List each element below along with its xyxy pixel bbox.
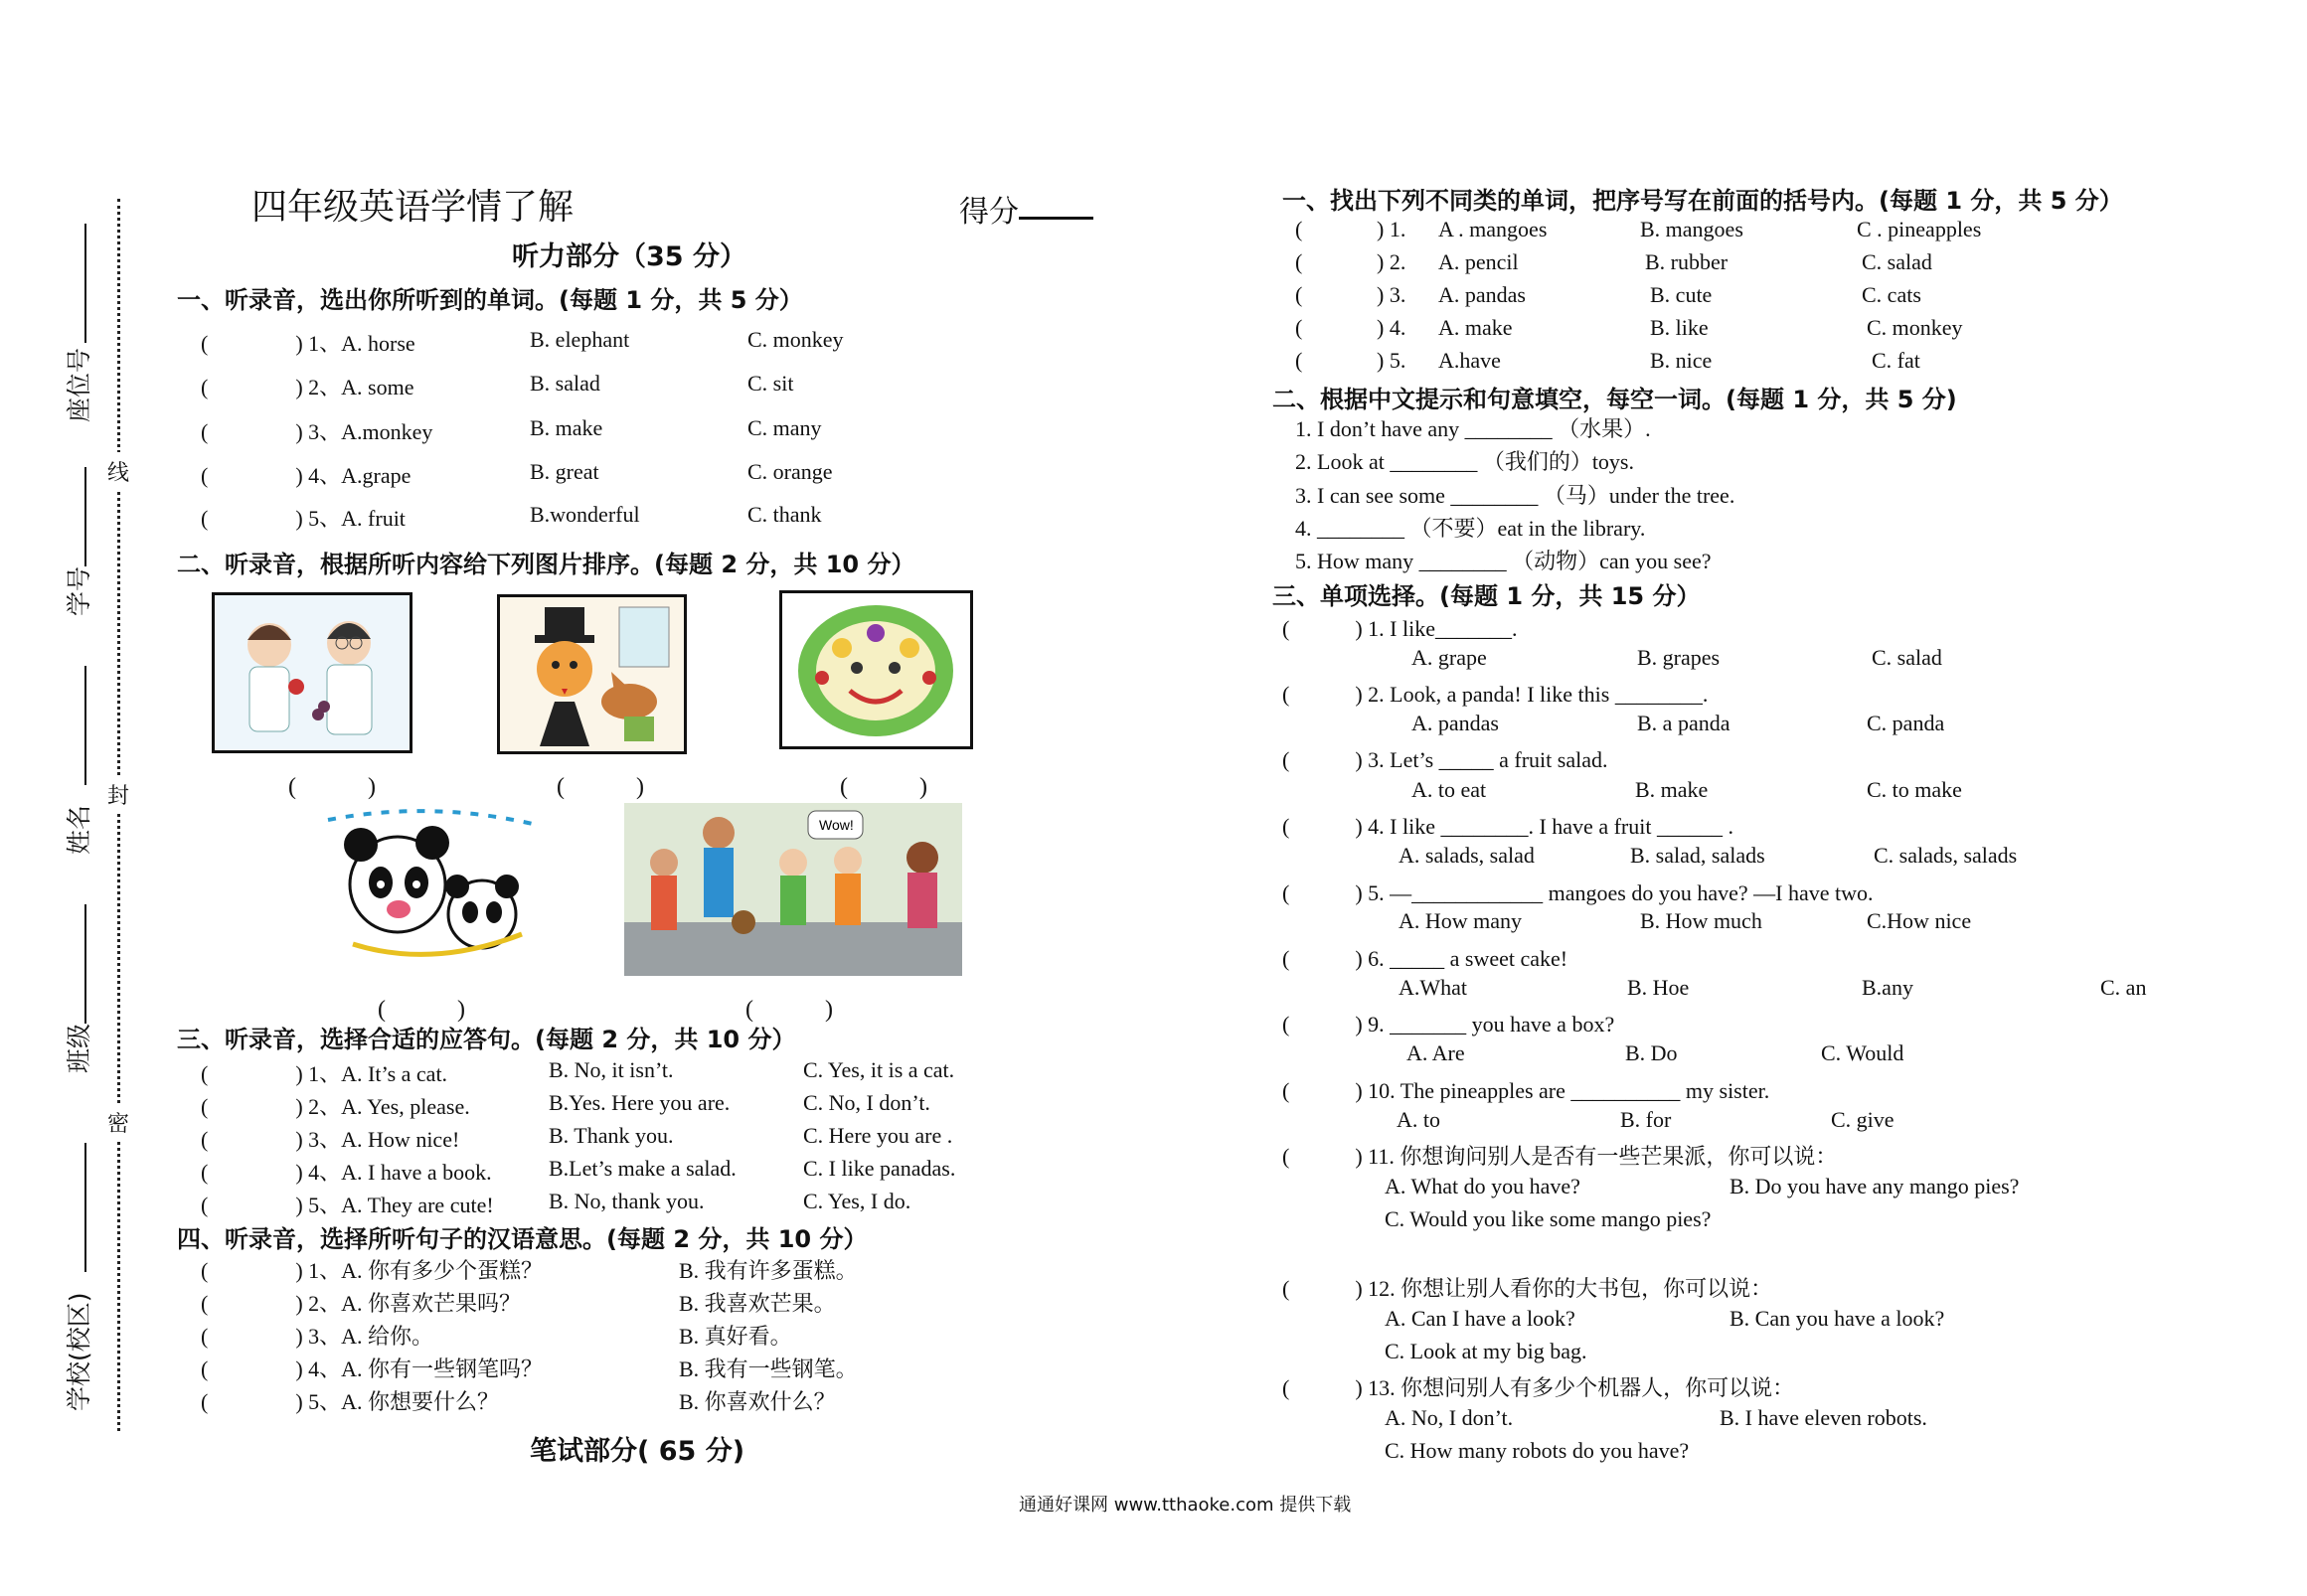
score-blank[interactable] bbox=[1019, 217, 1093, 220]
question-stem: ( ) 2. Look, a panda! I like this ________. bbox=[1282, 682, 1709, 707]
option-b: B. rubber bbox=[1645, 249, 1729, 274]
name-line bbox=[84, 666, 86, 785]
footer-credit[interactable]: 通通好课网 www.tthaoke.com 提供下载 bbox=[1019, 1495, 1352, 1516]
option-b: B. Can you have a look? bbox=[1730, 1306, 1945, 1331]
option-b: B.wonderful bbox=[530, 502, 640, 527]
wow-bubble-text: Wow! bbox=[819, 817, 854, 833]
option-b: B. elephant bbox=[530, 327, 630, 352]
option-b: B. make bbox=[530, 415, 603, 440]
option-a: A. No, I don’t. bbox=[1385, 1405, 1514, 1430]
option-c: C.How nice bbox=[1867, 908, 1972, 933]
listening-part-title: 听力部分（35 分） bbox=[512, 241, 746, 272]
writing-part-title: 笔试部分( 65 分) bbox=[530, 1436, 745, 1467]
question-stem: ( ) 6. _____ a sweet cake! bbox=[1282, 946, 1568, 971]
seat-line bbox=[84, 224, 86, 343]
class-label: 班级 bbox=[65, 1023, 93, 1073]
option-a: A. make bbox=[1438, 315, 1513, 340]
right-sec2-title: 二、根据中文提示和句意填空，每空一词。(每题 1 分，共 5 分) bbox=[1272, 386, 1957, 413]
question-number: ( ) 1、A. 你有多少个蛋糕？ bbox=[201, 1258, 544, 1283]
option-c: C. Yes, it is a cat. bbox=[803, 1057, 955, 1082]
question-number: ) 5. bbox=[1377, 348, 1406, 373]
option-b: B. How much bbox=[1640, 908, 1762, 933]
option-a: A. pandas bbox=[1411, 711, 1499, 735]
seal-seal-char: 封 bbox=[107, 775, 129, 814]
option-c: C. salad bbox=[1872, 645, 1942, 670]
option-b: B. like bbox=[1650, 315, 1709, 340]
option-c: C. monkey bbox=[747, 327, 844, 352]
question-number: ( ) 4、A.grape bbox=[201, 463, 412, 488]
option-b: B. 我有一些钢笔。 bbox=[679, 1357, 858, 1381]
school-line bbox=[84, 1143, 86, 1272]
question-number: ( ) 2、A. Yes, please. bbox=[201, 1094, 470, 1119]
option-c: C. Would bbox=[1821, 1040, 1904, 1065]
pandas-illustration bbox=[323, 805, 540, 970]
score-label: 得分 bbox=[959, 195, 1019, 230]
option-a: A. salads, salad bbox=[1399, 843, 1535, 868]
picture-salad-plate bbox=[779, 590, 973, 749]
option-b: B. Do bbox=[1625, 1040, 1678, 1065]
picture-4-bracket[interactable]: ( ) bbox=[378, 997, 465, 1023]
option-a: A. pandas bbox=[1438, 282, 1526, 307]
question-number: ( ) 5、A. 你想要什么？ bbox=[201, 1389, 500, 1414]
option-b: B. great bbox=[530, 459, 599, 484]
question-number: ( ) 1、A. It’s a cat. bbox=[201, 1061, 448, 1086]
fill-blank-item[interactable]: 3. I can see some ________ （马）under the tree. bbox=[1295, 483, 1735, 508]
option-b: B.Yes. Here you are. bbox=[549, 1090, 731, 1115]
seat-label: 座位号 bbox=[65, 347, 93, 422]
picture-cat-magician bbox=[497, 594, 687, 754]
option-a: A. What do you have? bbox=[1385, 1174, 1580, 1198]
question-number: ( ) 3、A.monkey bbox=[201, 419, 433, 444]
option-c: C. cats bbox=[1862, 282, 1921, 307]
question-stem: ( ) 12. 你想让别人看你的大书包，你可以说： bbox=[1282, 1276, 1773, 1301]
option-a: A.What bbox=[1399, 975, 1468, 1000]
option-b: B. 我喜欢芒果。 bbox=[679, 1291, 836, 1316]
cat-magician-illustration bbox=[500, 597, 684, 751]
question-number: ( ) 1、A. horse bbox=[201, 331, 415, 356]
option-b: B. Hoe bbox=[1627, 975, 1690, 1000]
option-c: C. many bbox=[747, 415, 822, 440]
option-c: C. thank bbox=[747, 502, 822, 527]
option-b: B. salad, salads bbox=[1630, 843, 1765, 868]
option-a: A. to bbox=[1397, 1107, 1440, 1132]
question-number: ( ) 4、A. I have a book. bbox=[201, 1160, 492, 1185]
right-sec1-title: 一、找出下列不同类的单词，把序号写在前面的括号内。(每题 1 分，共 5 分） bbox=[1282, 187, 2123, 215]
option-c: C. fat bbox=[1872, 348, 1920, 373]
picture-5-bracket[interactable]: ( ) bbox=[745, 997, 833, 1023]
option-c: C. Yes, I do. bbox=[803, 1189, 911, 1213]
page-title: 四年级英语学情了解 bbox=[251, 187, 575, 228]
question-number: ) 4. bbox=[1377, 315, 1406, 340]
option-c: C. to make bbox=[1867, 777, 1962, 802]
question-number: ( ) 5、A. fruit bbox=[201, 506, 406, 531]
paren: ( bbox=[1295, 249, 1303, 274]
option-b: B. I have eleven robots. bbox=[1720, 1405, 1927, 1430]
seal-line-char: 线 bbox=[107, 452, 129, 491]
fill-blank-item[interactable]: 4. ________ （不要）eat in the library. bbox=[1295, 516, 1646, 541]
option-a: A. grape bbox=[1411, 645, 1487, 670]
option-b: B. Do you have any mango pies? bbox=[1730, 1174, 2020, 1198]
picture-1-bracket[interactable]: ( ) bbox=[288, 774, 376, 800]
option-d: C. an bbox=[2100, 975, 2147, 1000]
option-b: B. cute bbox=[1650, 282, 1713, 307]
question-stem: ( ) 4. I like ________. I have a fruit ______ . bbox=[1282, 814, 1733, 839]
salad-plate-illustration bbox=[782, 593, 970, 746]
option-b: B.Let’s make a salad. bbox=[549, 1156, 737, 1181]
option-a: A. How many bbox=[1399, 908, 1523, 933]
picture-pandas bbox=[323, 805, 540, 970]
option-c: C . pineapples bbox=[1857, 217, 1982, 241]
option-c: C. Look at my big bag. bbox=[1385, 1339, 1587, 1363]
option-c: B.any bbox=[1862, 975, 1913, 1000]
question-stem: ( ) 9. _______ you have a box? bbox=[1282, 1012, 1615, 1037]
question-number: ) 3. bbox=[1377, 282, 1406, 307]
picture-zoo-family bbox=[624, 803, 962, 976]
option-b: B. a panda bbox=[1637, 711, 1730, 735]
fill-blank-item[interactable]: 1. I don’t have any ________ （水果）. bbox=[1295, 416, 1651, 441]
right-sec3-title: 三、单项选择。(每题 1 分，共 15 分） bbox=[1272, 582, 1701, 610]
option-b: B. Thank you. bbox=[549, 1123, 674, 1148]
option-b: B. No, thank you. bbox=[549, 1189, 705, 1213]
question-number: ( ) 5、A. They are cute! bbox=[201, 1193, 494, 1217]
option-a: A. to eat bbox=[1411, 777, 1487, 802]
option-a: A.have bbox=[1438, 348, 1501, 373]
question-stem: ( ) 10. The pineapples are __________ my sister. bbox=[1282, 1078, 1770, 1103]
left-sec2-title: 二、听录音，根据所听内容给下列图片排序。(每题 2 分，共 10 分） bbox=[177, 551, 915, 578]
option-b: B. grapes bbox=[1637, 645, 1721, 670]
question-stem: ( ) 3. Let’s _____ a fruit salad. bbox=[1282, 747, 1608, 772]
doctors-illustration bbox=[215, 595, 410, 750]
option-c: C. give bbox=[1831, 1107, 1895, 1132]
left-sec3-title: 三、听录音，选择合适的应答句。(每题 2 分，共 10 分） bbox=[177, 1026, 796, 1053]
school-label: 学校(校区) bbox=[65, 1292, 93, 1411]
picture-doctors bbox=[212, 592, 412, 753]
paren: ( bbox=[1295, 282, 1303, 307]
option-c: C. Here you are . bbox=[803, 1123, 953, 1148]
option-b: B. 你喜欢什么？ bbox=[679, 1389, 836, 1414]
option-c: C. salads, salads bbox=[1874, 843, 2018, 868]
class-line bbox=[84, 904, 86, 1024]
left-sec1-title: 一、听录音，选出你所听到的单词。(每题 1 分，共 5 分） bbox=[177, 286, 803, 314]
student-no-label: 学号 bbox=[65, 565, 93, 616]
option-a: A. Can I have a look? bbox=[1385, 1306, 1575, 1331]
option-b: B. salad bbox=[530, 371, 600, 396]
option-b: B. 真好看。 bbox=[679, 1324, 792, 1349]
name-label: 姓名 bbox=[65, 804, 93, 855]
fill-blank-item[interactable]: 2. Look at ________ （我们的）toys. bbox=[1295, 449, 1634, 474]
option-c: C. No, I don’t. bbox=[803, 1090, 930, 1115]
question-stem: ( ) 1. I like_______. bbox=[1282, 616, 1518, 641]
option-c: C. panda bbox=[1867, 711, 1945, 735]
question-stem: ( ) 11. 你想询问别人是否有一些芒果派，你可以说： bbox=[1282, 1144, 1838, 1169]
option-b: B. for bbox=[1620, 1107, 1672, 1132]
seal-secret-char: 密 bbox=[107, 1103, 129, 1142]
question-stem: ( ) 13. 你想问别人有多少个机器人，你可以说： bbox=[1282, 1375, 1795, 1400]
paren: ( bbox=[1295, 217, 1303, 241]
zoo-family-illustration bbox=[624, 803, 962, 976]
question-number: ( ) 3、A. 给你。 bbox=[201, 1324, 434, 1349]
left-sec4-title: 四、听录音，选择所听句子的汉语意思。(每题 2 分，共 10 分） bbox=[177, 1225, 868, 1253]
question-number: ( ) 2、A. some bbox=[201, 375, 414, 399]
option-b: B. nice bbox=[1650, 348, 1713, 373]
picture-2-bracket[interactable]: ( ) bbox=[557, 774, 644, 800]
question-number: ( ) 3、A. How nice! bbox=[201, 1127, 460, 1152]
student-no-line bbox=[84, 467, 86, 566]
option-c: C. I like panadas. bbox=[803, 1156, 956, 1181]
question-number: ) 1. bbox=[1377, 217, 1406, 241]
picture-3-bracket[interactable]: ( ) bbox=[840, 774, 927, 800]
question-stem: ( ) 5. —____________ mangoes do you have? —I have two. bbox=[1282, 880, 1874, 905]
seal-dotted-line bbox=[117, 199, 120, 1431]
question-number: ( ) 2、A. 你喜欢芒果吗？ bbox=[201, 1291, 522, 1316]
option-c: C. monkey bbox=[1867, 315, 1963, 340]
paren: ( bbox=[1295, 315, 1303, 340]
option-a: A. Are bbox=[1406, 1040, 1465, 1065]
option-c: C. salad bbox=[1862, 249, 1932, 274]
question-number: ) 2. bbox=[1377, 249, 1406, 274]
option-b: B. 我有许多蛋糕。 bbox=[679, 1258, 858, 1283]
option-b: B. make bbox=[1635, 777, 1709, 802]
option-b: B. No, it isn’t. bbox=[549, 1057, 674, 1082]
option-a: A . mangoes bbox=[1438, 217, 1548, 241]
option-c: C. sit bbox=[747, 371, 794, 396]
option-a: A. pencil bbox=[1438, 249, 1519, 274]
fill-blank-item[interactable]: 5. How many ________ （动物）can you see? bbox=[1295, 549, 1712, 573]
option-c: C. How many robots do you have? bbox=[1385, 1438, 1690, 1463]
question-number: ( ) 4、A. 你有一些钢笔吗？ bbox=[201, 1357, 544, 1381]
option-b: B. mangoes bbox=[1640, 217, 1743, 241]
option-c: C. orange bbox=[747, 459, 833, 484]
option-c: C. Would you like some mango pies? bbox=[1385, 1206, 1712, 1231]
paren: ( bbox=[1295, 348, 1303, 373]
